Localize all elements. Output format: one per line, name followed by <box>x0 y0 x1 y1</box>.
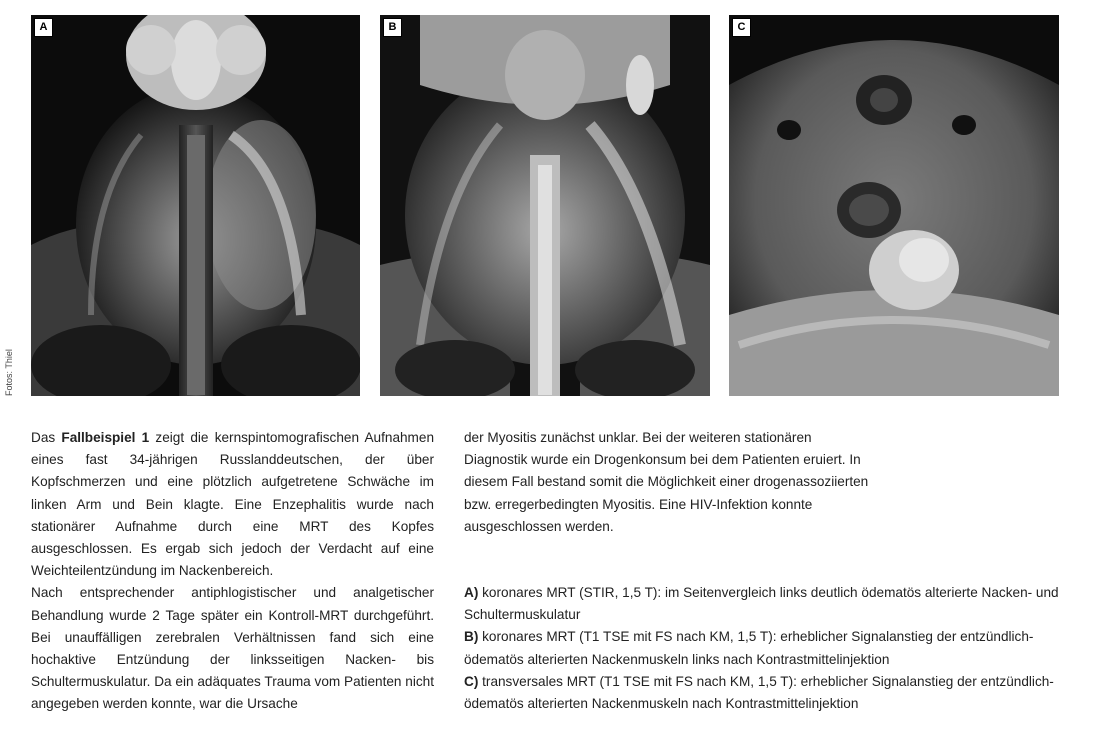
caption-b-key: B) <box>464 629 479 645</box>
mri-image-c <box>729 15 1059 396</box>
caption-b-text: koronares MRT (T1 TSE mit FS nach KM, 1,5 T): erheblicher Signalanstieg der entzündlich-ödematös alterierten Nackenmuskeln links nach Kontrastmittelinjektion <box>464 629 1034 667</box>
caption-c-text: transversales MRT (T1 TSE mit FS nach KM, 1,5 T): erheblicher Signalanstieg der entzündlich-ödematös alterierten Nackenmuskeln nach Kontrastmittelinjektion <box>464 673 1054 712</box>
third-paragraph: der Myositis zunächst unklar. Bei der weiteren stationären Diagnostik wurde ein Drogenkonsum bei dem Patienten eruiert. In diesem Fall bestand somit die Möglichkeit einer drogenassoziierten bzw. erregerbedingten Myositis. Eine HIV-Infektion konnte ausgeschlossen werden. <box>464 430 869 534</box>
caption-c <box>464 671 1064 715</box>
panel-label-a: A <box>34 18 53 37</box>
case-label: Fallbeispiel 1 <box>61 430 150 445</box>
mri-image-b <box>380 15 710 396</box>
mri-panel-a <box>31 15 360 396</box>
intro-paragraph <box>31 427 434 582</box>
caption-c-key: C) <box>464 673 479 689</box>
caption-a-key: A) <box>464 585 479 600</box>
mri-panel-b <box>380 15 710 396</box>
intro-rest: zeigt die kernspintomografischen Aufnahmen eines fast 34-jährigen Russlanddeutschen, der über Kopfschmerzen und eine plötzlich aufgetretene Schwäche im linken Arm und Bein klagte. Eine Enzephalitis wurde nach stationärer Aufnahme durch eine MRT des Kopfes ausgeschlossen. Es ergab sich jedoch der Verdacht auf eine Weichteilentzündung im Nackenbereich. <box>31 430 435 579</box>
figure-captions <box>464 582 1064 715</box>
photo-credit <box>4 349 18 410</box>
mri-panel-c <box>729 15 1059 396</box>
intro-pre: Das <box>31 430 62 445</box>
body-text-left <box>31 427 434 716</box>
caption-b <box>464 626 1064 670</box>
mri-image-a <box>31 15 360 396</box>
second-paragraph: Nach entsprechender antiphlogistischer und analgetischer Behandlung wurde 2 Tage später ein Kontroll-MRT durchgeführt. Bei unauffälligen zerebralen Verhältnissen fand sich eine hochaktive Entzündung der linksseitigen Nacken- bis Schultermuskulatur. Da ein adäquates Trauma vom Patienten nicht angegeben werden konnte, war die Ursache <box>31 585 434 712</box>
photo-credit-text: Fotos: Thiel <box>4 349 14 396</box>
panel-label-b: B <box>383 18 402 37</box>
caption-a <box>464 582 1064 626</box>
caption-a-text: koronares MRT (STIR, 1,5 T): im Seitenvergleich links deutlich ödematös alterierte Nacken- und Schultermuskulatur <box>464 585 1059 623</box>
panel-label-c: C <box>732 18 751 37</box>
body-text-right <box>464 427 870 538</box>
